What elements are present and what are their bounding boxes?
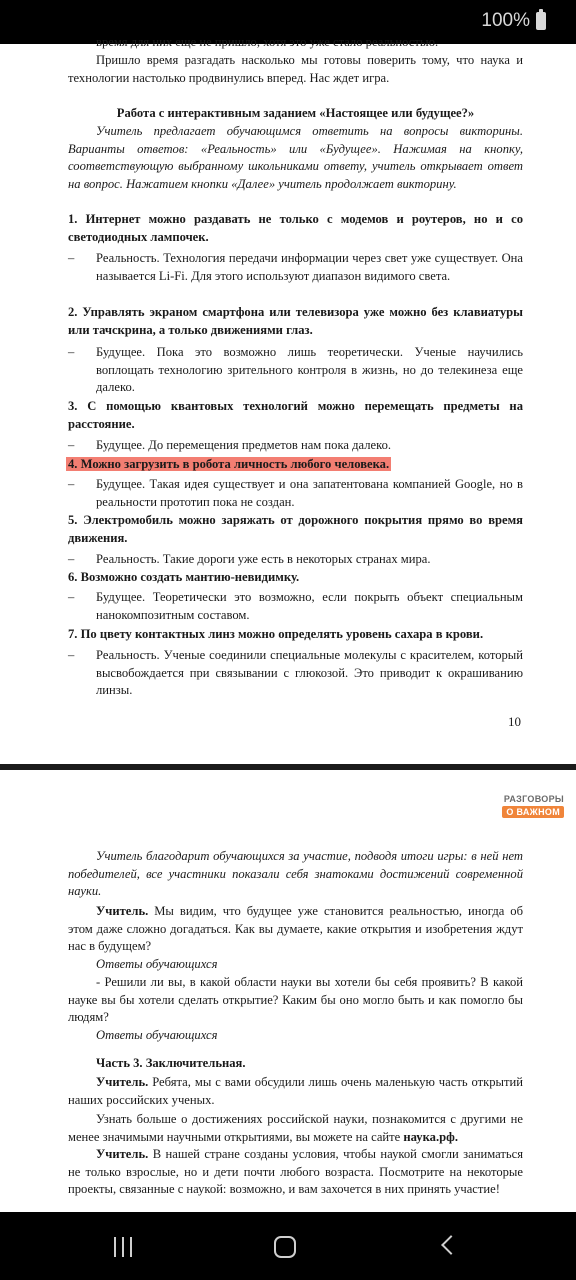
document-page-11[interactable] bbox=[0, 770, 576, 1212]
teacher-label: Учитель. bbox=[96, 1147, 149, 1161]
part-3-heading: Часть 3. Заключительная. bbox=[96, 1056, 246, 1070]
student-answers-2: Ответы обучающихся bbox=[96, 1028, 218, 1042]
teacher-label: Учитель. bbox=[96, 1075, 149, 1089]
question-1: 1. Интернет можно раздавать не только с модемов и роутеров, но и со светодиодных лампочек. bbox=[68, 212, 523, 244]
section-description: Учитель предлагает обучающимся ответить на вопросы викторины. Варианты ответов: «Реальность» или «Будущее». Нажимая на кнопку, соответствующую выбранному школьниками ответу, учитель открывает ответ на вопрос. Нажатием кнопки «Далее» учитель продолжает викторину. bbox=[68, 124, 523, 191]
question-7: 7. По цвету контактных линз можно определять уровень сахара в крови. bbox=[68, 627, 484, 641]
answer-1 bbox=[68, 250, 523, 285]
intro-paragraph: Пришло время разгадать насколько мы готовы поверить тому, что наука и технологии настолько продвинулись вперед. Нас ждет игра. bbox=[68, 53, 523, 85]
science-question-paragraph: - Решили ли вы, в какой области науки вы хотели бы себя проявить? В какой науке вы бы хотели сделать открытие? Каким бы оно могло быть и как помогло бы людям? bbox=[68, 975, 523, 1024]
answer-2 bbox=[68, 344, 523, 397]
dash-marker: – bbox=[68, 345, 75, 359]
teacher-closing-paragraph bbox=[68, 1074, 523, 1109]
teacher-label: Учитель. bbox=[96, 904, 149, 918]
teacher-closing-text: Ребята, мы с вами обсудили лишь очень маленькую часть открытий наших российских ученых. bbox=[68, 1075, 523, 1107]
question-5: 5. Электромобиль можно заряжать от дорожного покрытия прямо во время движения. bbox=[68, 513, 523, 545]
teacher-question-paragraph bbox=[68, 903, 523, 956]
dash-marker: – bbox=[68, 552, 75, 566]
dash-marker: – bbox=[68, 438, 75, 452]
summary-paragraph: Учитель благодарит обучающихся за участие, подводя итоги игры: в ней нет победителей, все участники показали себя знатоками достижений современной науки. bbox=[68, 849, 523, 898]
recent-apps-icon[interactable] bbox=[114, 1237, 134, 1257]
dash-marker: – bbox=[68, 590, 75, 604]
answer-7 bbox=[68, 647, 523, 700]
home-icon[interactable] bbox=[274, 1236, 296, 1258]
answer-6-text: Будущее. Теоретически это возможно, если покрыть объект специальным нанокомпозитным составом. bbox=[96, 590, 523, 622]
dash-marker: – bbox=[68, 648, 75, 662]
logo-text-bottom: О ВАЖНОМ bbox=[502, 806, 564, 818]
razgovory-logo bbox=[498, 794, 570, 820]
navigation-bar bbox=[0, 1212, 576, 1280]
projects-text: В нашей стране созданы условия, чтобы наукой смогли заниматься не только взрослые, но и дети почти любого возраста. Посмотрите на некоторые проекты, связанные с наукой: возможно, и вам захочется в них принять участие! bbox=[68, 1147, 523, 1196]
dash-marker: – bbox=[68, 251, 75, 265]
question-3: 3. С помощью квантовых технологий можно перемещать предметы на расстояние. bbox=[68, 399, 523, 431]
page-number: 10 bbox=[508, 714, 521, 729]
teacher-question-text: Мы видим, что будущее уже становится реальностью, иногда об этом даже сложно догадаться. Как вы думаете, какие открытия и изобретения ждут нас в будущем? bbox=[68, 904, 523, 953]
question-6: 6. Возможно создать мантию-невидимку. bbox=[68, 570, 300, 584]
highlighted-text: 4. Можно загрузить в робота личность любого человека. bbox=[68, 457, 390, 471]
cut-off-line: время для них еще не пришло, хотя это уже стало реальностью. bbox=[96, 35, 439, 49]
answer-5 bbox=[68, 551, 523, 569]
learn-more-text: Узнать больше о достижениях российской науки, познакомится с другими не менее значимыми научными открытиями, вы можете на сайте bbox=[68, 1112, 523, 1144]
section-title: Работа с интерактивным заданием «Настоящее или будущее?» bbox=[116, 106, 475, 120]
answer-2-text: Будущее. Пока это возможно лишь теоретически. Ученые научились воплощать технологию зрительного контроля в жизнь, но до телекинеза еще далеко. bbox=[96, 345, 523, 394]
document-page-10[interactable] bbox=[0, 35, 576, 764]
projects-paragraph bbox=[68, 1146, 523, 1199]
answer-4-text: Будущее. Такая идея существует и она запатентована компанией Google, но в реальности прототип пока не создан. bbox=[96, 477, 523, 509]
answer-1-text: Реальность. Технология передачи информации через свет уже существует. Она называется Li-Fi. Для этого используют диапазон видимого света. bbox=[96, 251, 523, 283]
answer-6 bbox=[68, 589, 523, 624]
answer-5-text: Реальность. Такие дороги уже есть в некоторых странах мира. bbox=[96, 552, 431, 566]
dash-marker: – bbox=[68, 477, 75, 491]
battery-level: 100% bbox=[481, 10, 530, 31]
answer-3 bbox=[68, 437, 523, 455]
answer-7-text: Реальность. Ученые соединили специальные молекулы с красителем, который высвобождается при связывании с глюкозой. Это приводит к окрашиванию линзы. bbox=[96, 648, 523, 697]
student-answers-1: Ответы обучающихся bbox=[96, 957, 218, 971]
question-4-highlighted[interactable] bbox=[66, 456, 521, 474]
answer-4 bbox=[68, 476, 523, 511]
site-link[interactable]: наука.рф. bbox=[403, 1129, 458, 1144]
battery-icon bbox=[536, 12, 546, 30]
logo-text-top: РАЗГОВОРЫ bbox=[503, 794, 564, 804]
question-2: 2. Управлять экраном смартфона или телевизора уже можно без клавиатуры или тачскрина, а только движениями глаз. bbox=[68, 305, 523, 337]
learn-more-paragraph bbox=[68, 1111, 523, 1146]
answer-3-text: Будущее. До перемещения предметов нам пока далеко. bbox=[96, 438, 392, 452]
back-icon[interactable] bbox=[441, 1235, 461, 1255]
